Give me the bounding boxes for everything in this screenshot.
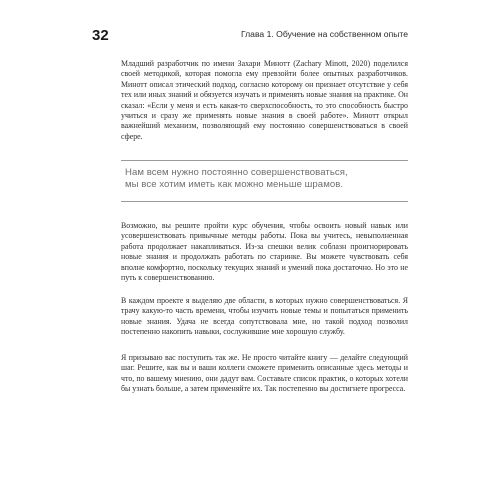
paragraph-text: В каждом проекте я выделяю две области, в которых нужно совершенствоваться. Я трачу какую-то часть времени, чтобы изучить новые темы и попытаться применить новые знания. Удача не всегда сопутствовала мне, но такой подход позволил постепенно накопить навыки, сослужившие мне хорошую службу.: [121, 296, 408, 337]
pull-quote-line-1: Нам всем нужно постоянно совершенствоваться,: [125, 167, 348, 178]
running-head-chapter-title: Глава 1. Обучение на собственном опыте: [241, 29, 409, 39]
paragraph-text: Младший разработчик по имени Захари Минотт (Zachary Minott, 2020) поделился своей методикой, которая помогла ему превзойти более опытных разработчиков. Минотт описал этический подход, согласно которому он признает отсутствие у себя тех или иных знаний и обязуется изучать и применять новые знания на практике. Он сказал: «Если у меня и есть какая-то сверхспособность, то это способность быстро учиться и сразу же применять новые знания в своей работе». Минотт открыл важнейший механизм, позволяющий ему постоянно совершенствоваться в своей сфере.: [121, 59, 408, 141]
pull-quote: [121, 160, 408, 202]
paragraph-text: Я призываю вас поступить так же. Не просто читайте книгу — делайте следующий шаг. Решите, как вы и ваши коллеги сможете применить описанные здесь методы и что, по вашему мнению, они дадут вам. Составьте список практик, о которых хотели бы узнать больше, а затем применяйте их. Так постепенно вы достигнете прогресса.: [121, 353, 408, 394]
pull-quote-line-2: мы все хотим иметь как можно меньше шрамов.: [125, 179, 344, 191]
paragraph-text: Возможно, вы решите пройти курс обучения, чтобы освоить новый навык или усовершенствовать привычные методы работы. Пока вы учитесь, невыполненная работа продолжает накапливаться. Из-за спешки велик соблазн проигнорировать новые знания и продолжать работать по старинке. Вы можете чувствовать себя вполне комфортно, поскольку текущих знаний и умений пока достаточно. Но это не путь к совершенствованию.: [121, 221, 408, 283]
body-paragraph: [121, 296, 408, 338]
body-paragraph: [121, 59, 408, 142]
page-number: 32: [92, 27, 109, 44]
pull-quote-text: [125, 167, 405, 192]
body-paragraph: [121, 353, 408, 395]
body-paragraph: [121, 221, 408, 283]
